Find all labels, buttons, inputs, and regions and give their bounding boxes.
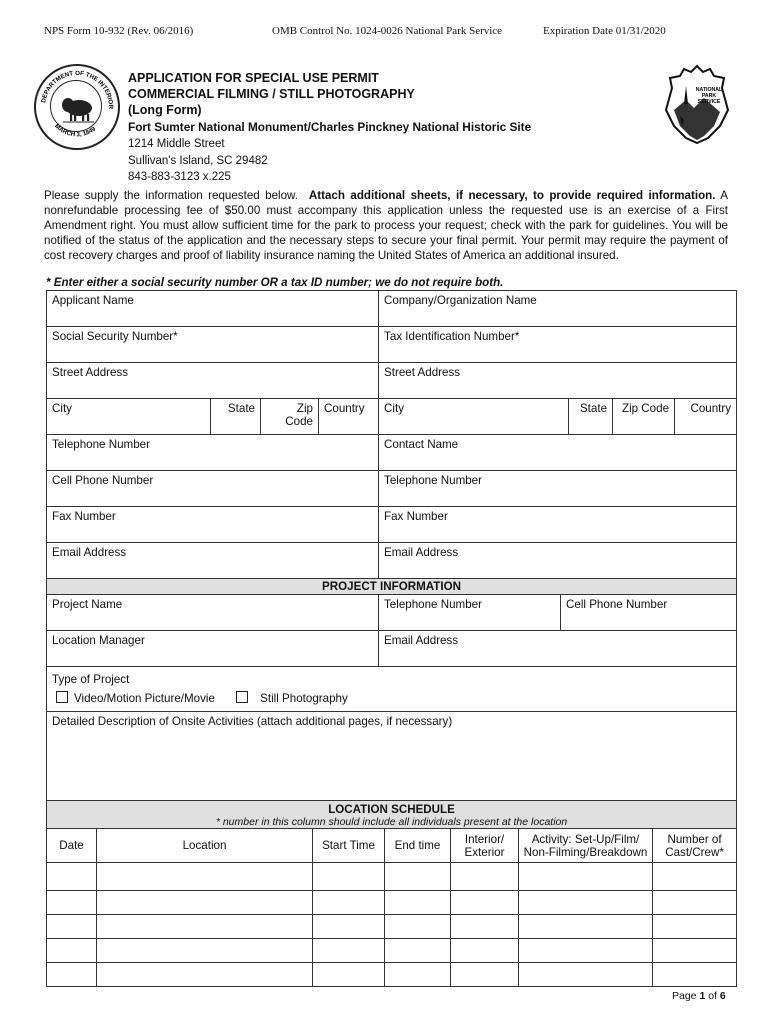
col-activity (519, 829, 653, 863)
intro-rest: A nonrefundable processing fee of $50.00 must accompany this application unless the requested use is an exercise of a First Amendment right. You must allow sufficient time for the park to process your request; check with the park for guidelines. You will be notified of the status of the application and the necessary steps to secure your final permit. Your permit may require the payment of cost recovery charges and proof of liability insurance naming the United States of America an additional insured. (44, 189, 728, 262)
col-date: Date (47, 829, 97, 863)
schedule-cell[interactable] (519, 939, 653, 963)
location-manager-field[interactable]: Location Manager (47, 631, 379, 667)
schedule-cell[interactable] (385, 863, 451, 891)
title-line-2: COMMERCIAL FILMING / STILL PHOTOGRAPHY (128, 87, 415, 101)
type-of-project-label: Type of Project (52, 673, 130, 686)
schedule-row (47, 939, 737, 963)
seal-top-text: DEPARTMENT OF THE INTERIOR (40, 69, 115, 110)
park-name: Fort Sumter National Monument/Charles Pinckney National Historic Site (128, 120, 532, 134)
title-line-3: (Long Form) (128, 103, 202, 117)
still-checkbox[interactable] (236, 691, 248, 703)
col-activity-line-2: Non-Filming/Breakdown (523, 845, 648, 859)
zip-label: Zip (296, 402, 313, 415)
col-end-time: End time (385, 829, 451, 863)
park-street: 1214 Middle Street (128, 138, 225, 150)
telephone-field-left[interactable]: Telephone Number (47, 435, 379, 471)
bison-icon (62, 98, 94, 122)
expiration-date: Expiration Date 01/31/2020 (543, 25, 666, 37)
company-name-field[interactable]: Company/Organization Name (379, 291, 737, 327)
schedule-cell[interactable] (313, 963, 385, 987)
schedule-row (47, 915, 737, 939)
col-cast-line-2: Cast/Crew* (665, 845, 724, 859)
schedule-cell[interactable] (653, 915, 737, 939)
applicant-name-field[interactable]: Applicant Name (47, 291, 379, 327)
col-cast-crew (653, 829, 737, 863)
intro-paragraph (44, 188, 728, 263)
title-line-1: APPLICATION FOR SPECIAL USE PERMIT (128, 71, 379, 85)
col-start-time: Start Time (313, 829, 385, 863)
zip-field-left[interactable] (261, 399, 319, 435)
email-field-left[interactable]: Email Address (47, 543, 379, 579)
schedule-cell[interactable] (385, 915, 451, 939)
schedule-cell[interactable] (313, 863, 385, 891)
schedule-cell[interactable] (519, 915, 653, 939)
project-email-field[interactable]: Email Address (379, 631, 737, 667)
intro-bold: Attach additional sheets, if necessary, to provide required information. (308, 189, 716, 202)
doi-seal (34, 64, 120, 150)
schedule-cell[interactable] (97, 939, 313, 963)
schedule-cell[interactable] (653, 891, 737, 915)
schedule-cell[interactable] (653, 863, 737, 891)
col-activity-line-1: Activity: Set-Up/Film/ (531, 832, 640, 846)
schedule-cell[interactable] (47, 963, 97, 987)
form-number: NPS Form 10-932 (Rev. 06/2016) (44, 25, 194, 37)
project-info-heading: PROJECT INFORMATION (47, 579, 737, 595)
email-field-right[interactable]: Email Address (379, 543, 737, 579)
schedule-cell[interactable] (313, 939, 385, 963)
col-location: Location (97, 829, 313, 863)
country-field-right[interactable]: Country (675, 399, 737, 435)
schedule-cell[interactable] (97, 891, 313, 915)
omb-control: OMB Control No. 1024-0026 National Park Service (272, 25, 503, 37)
project-name-field[interactable]: Project Name (47, 595, 379, 631)
intro-lead: Please supply the information requested below. (44, 189, 299, 202)
schedule-row (47, 963, 737, 987)
page-number: 1 (699, 990, 706, 1002)
of-word: of (708, 990, 717, 1002)
page-word: Page (672, 990, 697, 1002)
schedule-subnote: * number in this column should include all individuals present at the location (215, 816, 568, 828)
state-field-left[interactable]: State (211, 399, 261, 435)
schedule-cell[interactable] (519, 963, 653, 987)
schedule-row (47, 863, 737, 891)
schedule-cell[interactable] (47, 915, 97, 939)
location-schedule-table (46, 800, 737, 987)
project-cell-field[interactable]: Cell Phone Number (561, 595, 737, 631)
project-telephone-field[interactable]: Telephone Number (379, 595, 561, 631)
schedule-cell[interactable] (97, 915, 313, 939)
schedule-heading (47, 801, 737, 829)
park-city: Sullivan's Island, SC 29482 (128, 154, 268, 167)
page-indicator (672, 990, 726, 1002)
col-cast-line-1: Number of (667, 832, 722, 846)
schedule-cell[interactable] (47, 939, 97, 963)
schedule-cell[interactable] (47, 891, 97, 915)
nps-arrowhead-logo (664, 64, 730, 144)
col-interior-line-1: Interior/ (464, 832, 505, 846)
col-interior-exterior (451, 829, 519, 863)
fax-field-right[interactable]: Fax Number (379, 507, 737, 543)
schedule-cell[interactable] (47, 863, 97, 891)
city-field-right[interactable]: City (379, 399, 569, 435)
video-option-label: Video/Motion Picture/Movie (74, 692, 215, 705)
description-field[interactable]: Detailed Description of Onsite Activities (attach additional pages, if necessary) (47, 712, 737, 808)
schedule-row (47, 891, 737, 915)
project-table (46, 578, 737, 808)
schedule-cell[interactable] (451, 863, 519, 891)
street-address-field-right[interactable]: Street Address (379, 363, 737, 399)
logo-text-park: PARK (701, 93, 717, 99)
still-option-label: Still Photography (260, 692, 348, 705)
schedule-cell[interactable] (519, 863, 653, 891)
schedule-cell[interactable] (97, 863, 313, 891)
seal-bottom-text: MARCH 3, 1849 (53, 122, 98, 139)
fax-field-left[interactable]: Fax Number (47, 507, 379, 543)
schedule-cell[interactable] (385, 939, 451, 963)
contact-name-field[interactable]: Contact Name (379, 435, 737, 471)
telephone-field-right[interactable]: Telephone Number (379, 471, 737, 507)
schedule-cell[interactable] (653, 963, 737, 987)
video-checkbox[interactable] (56, 691, 68, 703)
ssn-field[interactable]: Social Security Number* (47, 327, 379, 363)
schedule-cell[interactable] (313, 891, 385, 915)
type-of-project (47, 667, 737, 712)
city-field-left[interactable]: City (47, 399, 211, 435)
schedule-cell[interactable] (97, 963, 313, 987)
country-field-left[interactable]: Country (319, 399, 379, 435)
svg-text:MARCH 3, 1849 (53, 123, 97, 139)
cell-phone-field[interactable]: Cell Phone Number (47, 471, 379, 507)
applicant-table (46, 290, 737, 579)
schedule-cell[interactable] (385, 963, 451, 987)
street-address-field-left[interactable]: Street Address (47, 363, 379, 399)
schedule-cell[interactable] (451, 891, 519, 915)
schedule-cell[interactable] (653, 939, 737, 963)
schedule-title: LOCATION SCHEDULE (328, 803, 455, 816)
tax-id-field[interactable]: Tax Identification Number* (379, 327, 737, 363)
title-block (128, 70, 531, 185)
schedule-cell[interactable] (451, 915, 519, 939)
ssn-note: * Enter either a social security number OR a tax ID number; we do not require both. (46, 276, 504, 289)
state-field-right[interactable]: State (569, 399, 613, 435)
code-label: Code (285, 415, 313, 428)
schedule-cell[interactable] (451, 963, 519, 987)
zip-field-right[interactable]: Zip Code (613, 399, 675, 435)
logo-text-service: SERVICE (697, 99, 721, 105)
col-interior-line-2: Exterior (464, 845, 505, 859)
park-phone: 843-883-3123 x.225 (128, 171, 231, 183)
schedule-cell[interactable] (519, 891, 653, 915)
schedule-cell[interactable] (313, 915, 385, 939)
logo-text-national: NATIONAL (695, 87, 723, 93)
schedule-cell[interactable] (385, 891, 451, 915)
schedule-cell[interactable] (451, 939, 519, 963)
page-total: 6 (719, 990, 726, 1002)
